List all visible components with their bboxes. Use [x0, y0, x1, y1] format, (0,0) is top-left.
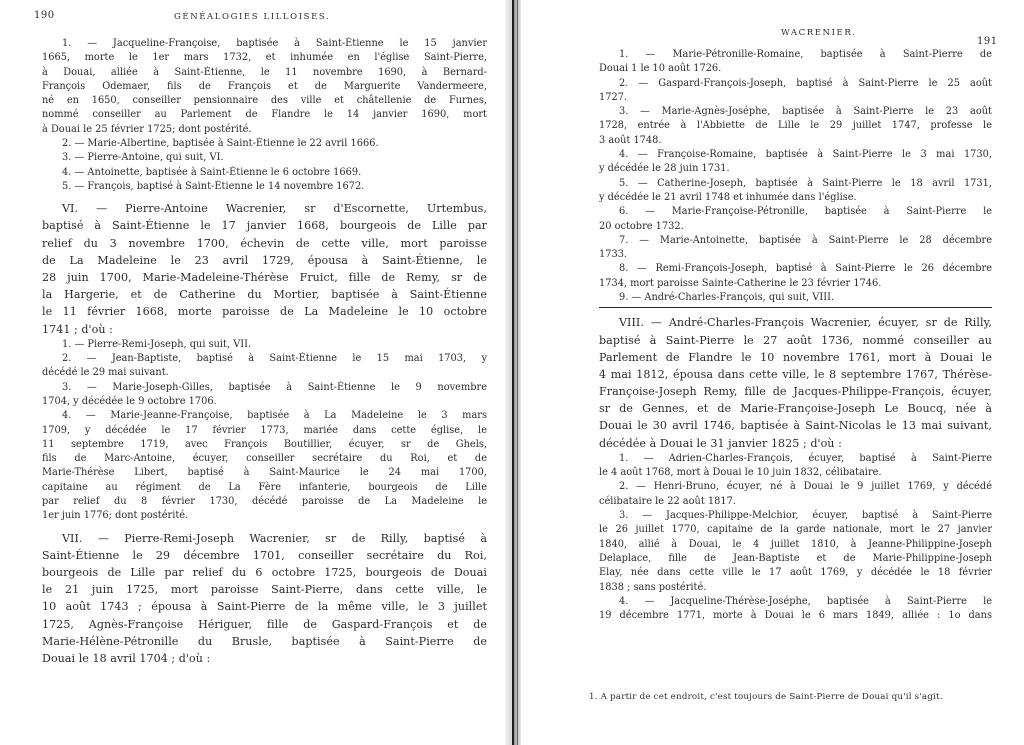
text-line: 5. — François, baptisé à Saint-Étienne le 14 novembre 1672. — [62, 180, 365, 192]
text-line: Marie-Hélène-Pétronille du Brusle, baptisée à Saint-Pierre de — [42, 634, 487, 648]
text-line: 1er juin 1776; dont postérité. — [42, 510, 189, 522]
text-line: 4. — Antoinette, baptisée à Saint-Étienne le 6 octobre 1669. — [62, 166, 362, 178]
left-page-body — [42, 37, 487, 667]
text-line: Marie-Thérèse Libert, baptisé à Saint-Maurice le 24 mai 1700, — [42, 467, 487, 479]
text-line: Parlement de Flandre le 10 novembre 1761, mort à Douai le — [599, 350, 992, 364]
text-line: 9. — André-Charles-François, qui suit, VIII. — [619, 292, 835, 304]
text-line: 1. — Pierre-Remi-Joseph, qui suit, VII. — [62, 338, 252, 350]
text-line: Delaplace, fille de Jean-Baptiste et de Marie-Philippine-Joseph — [599, 552, 992, 564]
text-line: 2. — Henri-Bruno, écuyer, né à Douai le 9 juillet 1769, y décédé — [619, 481, 992, 493]
text-line: 7. — Marie-Antoinette, baptisée à Saint-Pierre le 28 décembre — [619, 234, 992, 246]
text-line: décédé le 29 mai suivant. — [42, 367, 169, 379]
text-line: 3. — Marie-Agnès-Joséphe, baptisée à Saint-Pierre le 23 août — [619, 106, 992, 118]
text-line: 4 mai 1812, épousa dans cette ville, le 8 septembre 1767, Thérèse- — [599, 367, 992, 381]
text-line: célibataire le 22 août 1817. — [599, 495, 736, 507]
text-line: Saint-Étienne le 29 décembre 1701, conseiller secrétaire du Roi, — [42, 548, 487, 562]
text-line: sr de Gennes, et de Marie-Françoise-Joseph Le Boucq, née à — [599, 402, 992, 416]
text-line: né en 1650, conseiller pensionnaire des ville et châtellenie de Furnes, — [42, 95, 487, 107]
text-line: 1838 ; sans postérité. — [599, 581, 707, 593]
text-line: relief du 3 novembre 1700, échevin de cette ville, mort paroisse — [42, 236, 487, 250]
text-line: 1. — Marie-Pétronille-Romaine, baptisée à Saint-Pierre de — [619, 49, 992, 60]
text-line: fils de Marc-Antoine, écuyer, conseiller secrétaire du Roi, et de — [42, 453, 487, 465]
text-line: 3. — Marie-Joseph-Gilles, baptisée à Saint-Étienne le 9 novembre — [62, 381, 487, 393]
text-line: 4. — Françoise-Romaine, baptisée à Saint-Pierre le 3 mai 1730, — [619, 149, 992, 161]
text-line: 11 septembre 1719, avec François Boutillier, écuyer, sr de Ghels, — [42, 438, 487, 450]
text-line: de La Madeleine le 23 avril 1729, épousa à Saint-Étienne, le — [42, 253, 487, 267]
left-page-number: 190 — [34, 10, 55, 21]
text-line: VI. — Pierre-Antoine Wacrenier, sr d'Escornette, Urtembus, — [62, 202, 487, 216]
text-line: 1734, mort paroisse Sainte-Catherine le 23 février 1746. — [599, 277, 882, 289]
text-line: 10 août 1743 ; épousa à Saint-Pierre de la même ville, le 3 juillet — [42, 600, 487, 614]
text-line: le 26 juillet 1770, capitaine de la garde nationale, mort le 27 janvier — [599, 524, 992, 536]
text-line: 1. — Adrien-Charles-François, écuyer, baptisé à Saint-Pierre — [619, 452, 992, 464]
text-line: le 11 février 1668, morte paroisse de La Madeleine le 10 octobre — [42, 305, 487, 319]
text-line: Françoise-Joseph Remy, fille de Jacques-Philippe-François, écuyer, — [599, 385, 992, 399]
text-line: 1840, allié à Douai, le 4 juillet 1810, à Jeanne-Philippine-Joseph — [599, 538, 992, 550]
text-line: 2. — Jean-Baptiste, baptisé à Saint-Étienne le 15 mai 1703, y — [62, 353, 487, 365]
text-line: Douai le 30 avril 1746, baptisée à Saint-Nicolas le 13 mai suivant, — [599, 419, 992, 433]
text-line: 1727. — [599, 91, 628, 103]
text-line: capitaine au régiment de La Fère infanterie, bourgeois de Lille — [42, 481, 487, 493]
text-line: à Douai, alliée à Saint-Étienne, le 11 novembre 1690, à Bernard- — [42, 66, 487, 78]
text-line: y décédée le 21 avril 1748 et inhumée dans l'église. — [599, 191, 857, 203]
text-line: nommé conseiller au Parlement de Flandre le 14 janvier 1690, mort — [42, 109, 487, 121]
text-line: 2. — Marie-Albertine, baptisée à Saint-Étienne le 22 avril 1666. — [62, 138, 379, 150]
text-line: Douai le 18 avril 1704 ; d'où : — [42, 651, 211, 665]
text-line: 1741 ; d'où : — [42, 322, 113, 336]
text-line: y décédée le 28 juin 1731. — [599, 163, 730, 175]
text-line: 1725, Agnès-Françoise Hériguer, fille de Gaspard-François et de — [42, 617, 487, 631]
left-page — [0, 0, 505, 745]
right-page-number: 191 — [977, 36, 998, 47]
left-running-title: GÉNÉALOGIES LILLOISES. — [174, 12, 331, 22]
text-line: 1709, y décédée le 17 février 1773, mariée dans cette église, le — [42, 424, 487, 436]
text-line: 4. — Jacqueline-Thérèse-Joséphe, baptisée à Saint-Pierre le — [619, 595, 992, 607]
text-line: 1. — Jacqueline-Françoise, baptisée à Saint-Étienne le 15 janvier — [62, 38, 487, 49]
text-line: baptisé à Saint-Étienne le 17 janvier 1668, bourgeois de Lille par — [42, 219, 487, 233]
text-line: 8. — Remi-François-Joseph, baptisé à Saint-Pierre le 26 décembre — [619, 263, 992, 275]
right-running-title: WACRENIER. — [781, 28, 857, 38]
text-line: 1733. — [599, 249, 628, 261]
text-line: à Douai le 25 février 1725; dont postérité. — [42, 123, 252, 135]
text-line: 4. — Marie-Jeanne-Françoise, baptisée à La Madeleine le 3 mars — [62, 410, 487, 422]
book-gutter — [505, 0, 521, 745]
section-rule — [599, 307, 992, 308]
text-line: le 4 août 1768, mort à Douai le 10 juin 1832, célibataire. — [599, 467, 882, 479]
right-page-body — [599, 48, 992, 623]
text-line: décédée à Douai le 31 janvier 1825 ; d'où : — [599, 436, 842, 450]
text-line: Douai 1 le 10 août 1726. — [599, 63, 722, 75]
text-line: François Odemaer, fils de François et de Marguerite Vandermeere, — [42, 80, 487, 92]
text-line: bourgeois de Lille par relief du 6 octobre 1725, bourgeois de Douai — [42, 566, 487, 579]
text-line: 3 août 1748. — [599, 134, 662, 146]
text-line: le 21 juin 1725, mort paroisse Saint-Pierre, dans cette ville, le — [42, 583, 487, 597]
text-line: 1728, entrée à l'Abbiette de Lille le 29 juillet 1747, professe le — [599, 120, 992, 132]
text-line: 2. — Gaspard-François-Joseph, baptisé à Saint-Pierre le 25 août — [619, 77, 992, 89]
text-line: Elay, née dans cette ville le 17 août 1769, y décédée le 18 février — [599, 567, 992, 579]
text-line: 3. — Pierre-Antoine, qui suit, VI. — [62, 152, 224, 164]
text-line: VIII. — André-Charles-François Wacrenier, écuyer, sr de Rilly, — [619, 316, 992, 330]
text-line: 5. — Catherine-Joseph, baptisée à Saint-Pierre le 18 avril 1731, — [619, 177, 992, 189]
text-line: baptisé à Saint-Pierre le 27 août 1736, nommé conseiller au — [599, 333, 992, 347]
text-line: 19 décembre 1771, morte à Douai le 6 mars 1849, alliée : 1o dans — [599, 610, 992, 622]
text-line: 1704, y décédée le 9 octobre 1706. — [42, 395, 217, 407]
text-line: VII. — Pierre-Remi-Joseph Wacrenier, sr de Rilly, baptisé à — [62, 531, 487, 545]
text-line: la Hargerie, et de Catherine du Mortier, baptisée à Saint-Étienne — [42, 288, 487, 302]
text-line: par relief du 8 février 1730, décédé paroisse de La Madeleine le — [42, 496, 487, 508]
text-line: 1665, morte le 1er mars 1732, et inhumée en l'église Saint-Pierre, — [42, 52, 487, 64]
footnote: 1. A partir de cet endroit, c'est toujours de Saint-Pierre de Douai qu'il s'agit. — [589, 692, 943, 702]
right-page — [521, 0, 1024, 745]
text-line: 28 juin 1700, Marie-Madeleine-Thérèse Fruict, fille de Remy, sr de — [42, 271, 487, 285]
text-line: 6. — Marie-Françoise-Pétronille, baptisée à Saint-Pierre le — [619, 206, 992, 218]
text-line: 20 octobre 1732. — [599, 220, 684, 232]
text-line: 3. — Jacques-Philippe-Melchior, écuyer, baptisé à Saint-Pierre — [619, 510, 992, 522]
